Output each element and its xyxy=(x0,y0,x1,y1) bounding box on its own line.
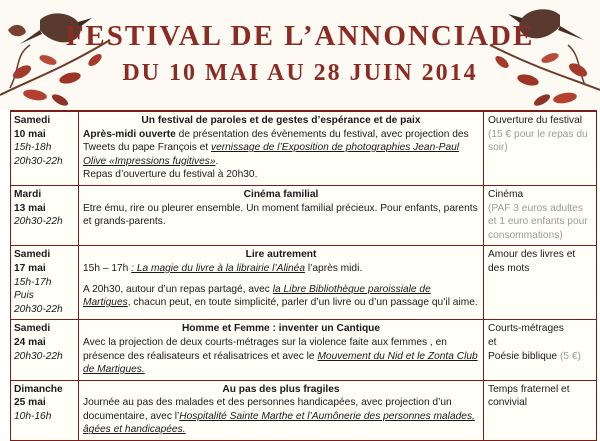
date-label: 24 mai xyxy=(14,336,46,348)
date-cell xyxy=(11,381,79,440)
event-description: Après-midi ouverte de présentation des évènements du festival, avec projection des Tweets du pape François et vernissage de l’Exposition de photographies Jean-Paul Olive «Impressions fugitives». xyxy=(83,128,469,167)
bird-branch-illustration-right xyxy=(480,0,600,110)
table-row xyxy=(11,185,596,245)
category-label: Amour des livres et des mots xyxy=(488,249,576,274)
event-title: Lire autrement xyxy=(245,249,317,261)
table-row xyxy=(11,110,596,185)
bird-branch-illustration-left xyxy=(0,0,120,110)
time-label: Puis xyxy=(14,290,34,302)
day-label: Samedi xyxy=(14,323,51,335)
date-label: 10 mai xyxy=(14,128,46,140)
event-title: Au pas des plus fragiles xyxy=(222,383,340,395)
festival-dates: DU 10 MAI AU 28 JUIN 2014 xyxy=(122,60,478,86)
event-note: Repas d’ouverture du festival à 20h30. xyxy=(83,169,258,181)
day-label: Samedi xyxy=(14,249,51,261)
date-label: 17 mai xyxy=(14,262,46,274)
category-label: et xyxy=(488,336,497,348)
category-label: Courts-métrages xyxy=(488,323,564,335)
date-cell xyxy=(11,112,79,185)
day-label: Samedi xyxy=(14,115,51,126)
table-row xyxy=(11,319,596,379)
event-description: Etre ému, rire ou pleurer ensemble. Un moment familial précieux. Pour enfants, parents et grands-parents. xyxy=(83,202,478,228)
bookshop-link[interactable]: : La magie du livre à la librairie l’Alinéa xyxy=(131,262,305,274)
day-label: Mardi xyxy=(14,188,42,200)
event-description: Avec la projection de deux courts-métrages sur la violence faite aux femmes , en présence des réalisateurs et réalisatrices et avec le Mouvement du Nid et le Zonta Club de Martigues. xyxy=(83,336,478,376)
time-label: 10h-16h xyxy=(14,410,52,422)
partner-link[interactable]: Mouvement du Nid et le Zonta Club de Martigues. xyxy=(83,350,478,376)
festival-title: FESTIVAL DE L’ANNONCIADE xyxy=(65,20,535,52)
event-title: Cinéma familial xyxy=(243,188,319,200)
event-cell xyxy=(79,320,484,379)
category-cell xyxy=(484,246,596,319)
event-title: Homme et Femme : inventer un Cantique xyxy=(181,323,381,335)
schedule-table xyxy=(10,110,597,441)
exhibition-link[interactable]: vernissage de l’Exposition de photographies Jean-Paul Olive «Impressions fugitives» xyxy=(83,142,460,167)
date-cell xyxy=(11,186,79,245)
category-cell xyxy=(484,186,596,245)
date-label: 13 mai xyxy=(14,202,46,214)
table-row xyxy=(11,380,596,440)
category-cell xyxy=(484,320,596,379)
time-label: 20h30-22h xyxy=(14,350,63,362)
festival-header xyxy=(0,0,600,110)
library-link[interactable]: la Libre Bibliothèque paroissiale de Martigues xyxy=(83,283,431,309)
time-label: 15h-17h xyxy=(14,276,52,288)
date-label: 25 mai xyxy=(14,397,46,409)
event-cell xyxy=(79,246,484,319)
hospitality-link[interactable]: Hospitalité Sainte Marthe et l’Aumônerie des personnes malades, âgées et handicapées. xyxy=(83,410,475,436)
event-cell xyxy=(79,186,484,245)
date-cell xyxy=(11,320,79,379)
day-label: Dimanche xyxy=(14,383,63,395)
table-row xyxy=(11,245,596,319)
date-cell xyxy=(11,246,79,319)
category-label: Ouverture du festival xyxy=(488,115,582,126)
time-label: 20h30-22h xyxy=(14,155,63,167)
event-description: 15h – 17h : La magie du livre à la librairie l’Alinéa l’après midi. xyxy=(83,262,363,274)
price-note: (PAF 3 euros adultes et 1 euro enfants pour consommations) xyxy=(488,202,588,241)
category-cell xyxy=(484,112,596,185)
event-description: Journée au pas des malades et des personnes handicapées, avec projection d’un documentaire, avec l’Hospitalité Sainte Marthe et l’Aumônerie des personnes malades, âgées et handicapées. xyxy=(83,397,475,436)
event-cell xyxy=(79,112,484,185)
time-label: 20h30-22h xyxy=(14,216,63,228)
price-note: (5 €) xyxy=(557,350,581,362)
event-cell xyxy=(79,381,484,440)
time-label: 15h-18h xyxy=(14,142,52,154)
category-label: Temps fraternel et convivial xyxy=(488,383,570,409)
category-cell xyxy=(484,381,596,440)
time-label: 20h30-22h xyxy=(14,303,63,315)
category-label: Cinéma xyxy=(488,188,524,200)
event-description: A 20h30, autour d’un repas partagé, avec la Libre Bibliothèque paroissiale de Martigues, chacun peut, en toute simplicité, parler d’un livre ou d’un passage qu’il aime. xyxy=(83,283,478,309)
price-note: (15 € pour le repas du soir) xyxy=(488,128,588,154)
event-title: Un festival de paroles et de gestes d’espérance et de paix xyxy=(141,115,421,126)
category-label: Poésie biblique (5 €) xyxy=(488,350,581,362)
